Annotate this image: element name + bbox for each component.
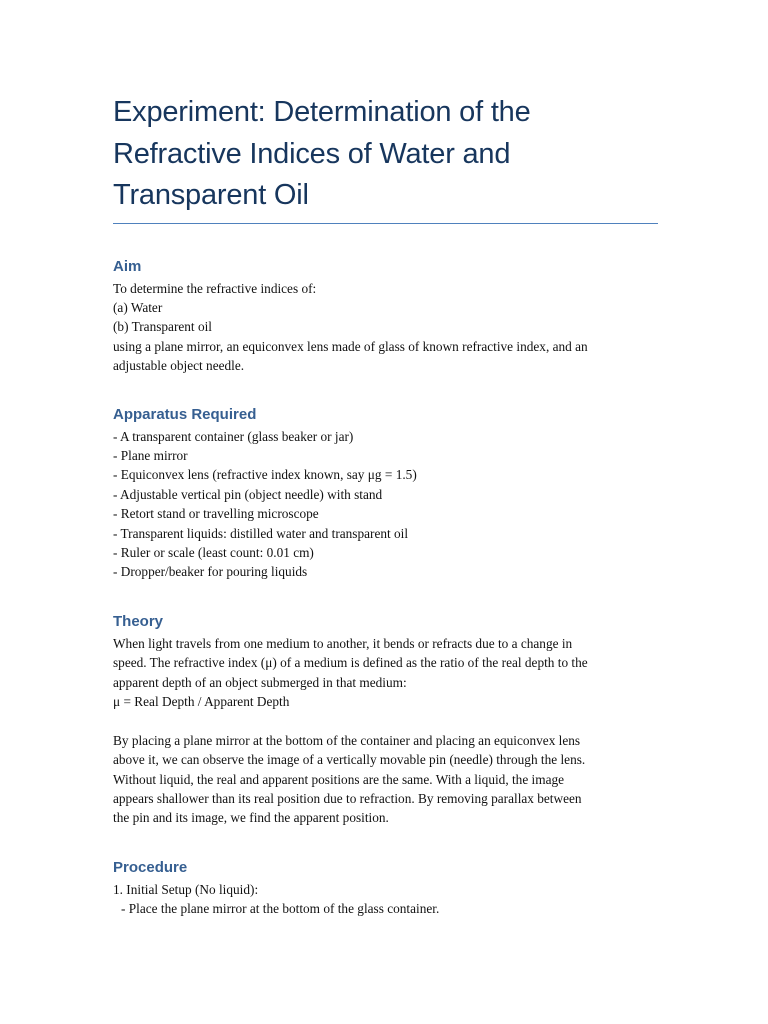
- apparatus-list: [113, 427, 658, 582]
- theory-line: speed. The refractive index (μ) of a medium is defined as the ratio of the real depth to the: [113, 655, 588, 671]
- theory-line: By placing a plane mirror at the bottom of the container and placing an equiconvex lens: [113, 732, 581, 748]
- document-page: [113, 92, 658, 919]
- apparatus-item: - Ruler or scale (least count: 0.01 cm): [113, 544, 314, 560]
- theory-paragraph-2: [113, 731, 658, 828]
- apparatus-item: - A transparent container (glass beaker or jar): [113, 428, 354, 444]
- theory-line: above it, we can observe the image of a vertically movable pin (needle) through the lens.: [113, 752, 586, 768]
- document-title: [113, 92, 658, 217]
- theory-line: When light travels from one medium to another, it bends or refracts due to a change in: [113, 635, 573, 651]
- procedure-heading: Procedure: [113, 858, 188, 876]
- theory-line: appears shallower than its real position due to refraction. By removing parallax between: [113, 791, 582, 807]
- apparatus-section: [113, 405, 658, 582]
- theory-heading: Theory: [113, 612, 164, 630]
- theory-section: [113, 612, 658, 828]
- aim-line: (a) Water: [113, 299, 163, 315]
- aim-line: (b) Transparent oil: [113, 319, 212, 335]
- aim-line: adjustable object needle.: [113, 358, 245, 374]
- title-line: Refractive Indices of Water and: [113, 137, 511, 170]
- apparatus-item: - Retort stand or travelling microscope: [113, 506, 319, 522]
- aim-section: [113, 257, 658, 376]
- procedure-step-title: 1. Initial Setup (No liquid):: [113, 881, 259, 897]
- theory-line: apparent depth of an object submerged in that medium:: [113, 674, 407, 690]
- apparatus-item: - Adjustable vertical pin (object needle) with stand: [113, 486, 383, 502]
- apparatus-item: - Dropper/beaker for pouring liquids: [113, 564, 308, 580]
- procedure-step-item: - Place the plane mirror at the bottom of the glass container.: [121, 901, 440, 917]
- procedure-section: [113, 858, 658, 919]
- theory-formula: μ = Real Depth / Apparent Depth: [113, 694, 290, 709]
- aim-line: To determine the refractive indices of:: [113, 280, 317, 296]
- apparatus-item: - Plane mirror: [113, 447, 188, 463]
- apparatus-item: - Transparent liquids: distilled water and transparent oil: [113, 525, 409, 541]
- title-line: Transparent Oil: [113, 179, 309, 211]
- apparatus-item: - Equiconvex lens (refractive index known, say μg = 1.5): [113, 467, 417, 483]
- theory-paragraph-1: [113, 634, 658, 712]
- apparatus-heading: Apparatus Required: [113, 405, 257, 423]
- procedure-step-1: [113, 880, 658, 919]
- theory-line: the pin and its image, we find the apparent position.: [113, 810, 389, 826]
- title-line: Experiment: Determination of the: [113, 96, 531, 128]
- aim-line: using a plane mirror, an equiconvex lens made of glass of known refractive index, and an: [113, 338, 588, 354]
- theory-line: Without liquid, the real and apparent positions are the same. With a liquid, the image: [113, 771, 565, 787]
- aim-heading: Aim: [113, 257, 142, 275]
- title-underline-divider: [113, 223, 658, 224]
- aim-text: [113, 279, 658, 376]
